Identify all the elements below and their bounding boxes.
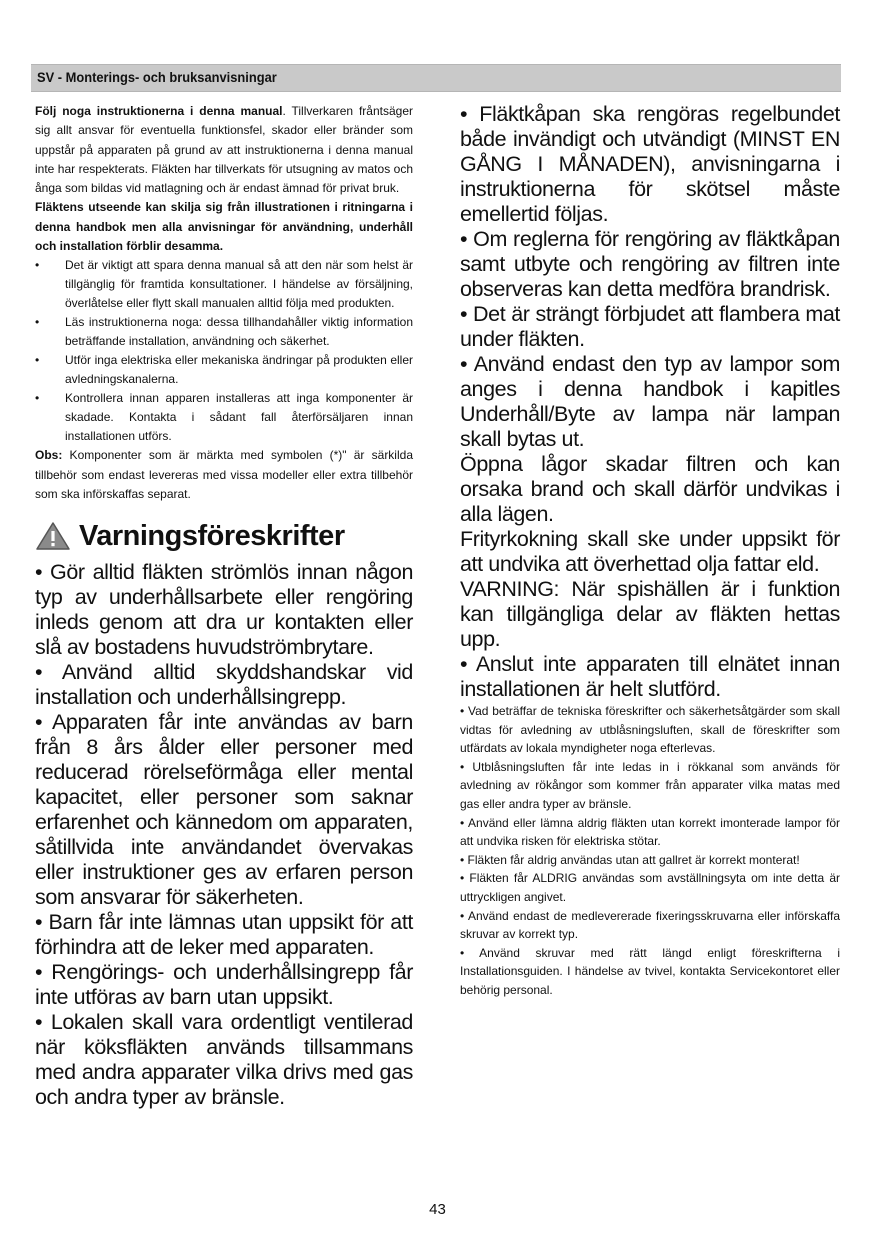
page-number: 43 bbox=[429, 1201, 446, 1218]
warning-item: • Gör alltid fläkten strömlös innan någon typ av underhållsarbete eller rengöring inleds genom att dra ur kontakten eller slå av bostadens huvudströmbrytare. bbox=[35, 560, 413, 660]
instruction-list bbox=[35, 256, 413, 446]
list-item bbox=[35, 351, 413, 389]
appearance-notice: Fläktens utseende kan skilja sig från illustrationen i ritningarna i denna handbok men alla anvisningar för användning, underhåll och installation förblir desamma. bbox=[35, 200, 413, 254]
bullet-icon: • bbox=[35, 258, 40, 273]
obs-note bbox=[35, 446, 413, 504]
warning-item: • Fläktkåpan ska rengöras regelbundet både invändigt och utvändigt (MINST EN GÅNG I MÅNADEN), anvisningarna i instruktionerna för skötsel måste emellertid följas. bbox=[460, 102, 840, 226]
warning-item: Frityrkokning skall ske under uppsikt för att undvika att överhettad olja fattar eld. bbox=[460, 527, 840, 576]
safety-note: • Fläkten får aldrig användas utan att gallret är korrekt monterat! bbox=[460, 852, 800, 867]
intro-paragraph bbox=[35, 102, 413, 198]
safety-note: • Använd skruvar med rätt längd enligt föreskrifterna i Installationsguiden. I händelse av tvivel, kontakta Servicekontoret eller behörig personal. bbox=[460, 945, 840, 997]
warning-item: • Om reglerna för rengöring av fläktkåpan samt utbyte och rengöring av filtren inte observeras kan detta medföra brandrisk. bbox=[460, 227, 840, 301]
list-item-text: Utför inga elektriska eller mekaniska ändringar på produkten eller avledningskanalerna. bbox=[65, 353, 413, 387]
warning-item: • Använd alltid skyddshandskar vid installation och underhållsingrepp. bbox=[35, 660, 413, 710]
obs-text: Komponenter som är märkta med symbolen (*)" är särkilda tillbehör som endast levereras med vissa modeller eller extra tillbehör som ska införskaffas separat. bbox=[35, 448, 413, 501]
warning-item: • Använd endast den typ av lampor som anges i denna handbok i kapitles Underhåll/Byte av lampa när lampan skall bytas ut. bbox=[460, 352, 840, 451]
safety-note: • Utblåsningsluften får inte ledas in i rökkanal som används för avledning av rökångor som kommer från apparater vilka matas med gas eller andra typer av bränsle. bbox=[460, 759, 840, 811]
list-item-text: Läs instruktionerna noga: dessa tillhandahåller viktig information beträffande installation, användning och säkerhet. bbox=[65, 315, 413, 349]
warning-item: • Apparaten får inte användas av barn från 8 års ålder eller personer med reducerad rörelseförmåga eller mental kapacitet, eller personer som saknar erfarenhet och kännedom om apparaten, såtillvida inte användandet övervakas eller instruktioner ges av erfaren person som ansvarar för säkerheten. bbox=[35, 710, 413, 910]
warnings-heading bbox=[35, 516, 413, 556]
bullet-icon: • bbox=[35, 391, 40, 406]
list-item bbox=[35, 256, 413, 313]
safety-note: • Använd endast de medlevererade fixeringsskruvarna eller införskaffa skruvar av korrekt typ. bbox=[460, 908, 840, 942]
safety-note: • Vad beträffar de tekniska föreskrifter och säkerhetsåtgärder som skall vidtas för avledning av utblåsningsluften, skall de föreskrifter som utfärdats av lokala myndigheter noga efterlevas. bbox=[460, 704, 840, 756]
section-header-bar bbox=[31, 64, 841, 92]
warning-triangle-icon bbox=[35, 521, 71, 551]
bullet-icon: • bbox=[35, 315, 40, 330]
list-item bbox=[35, 389, 413, 446]
warning-item: • Anslut inte apparaten till elnätet innan installationen är helt slutförd. bbox=[460, 652, 840, 701]
section-title: SV - Monterings- och bruksanvisningar bbox=[37, 69, 277, 85]
list-item-text: Det är viktigt att spara denna manual så att den när som helst är tillgänglig för framtida konsultationer. I händelse av försäljning, överlåtelse eller flytt skall manualen alltid följa med produkten. bbox=[65, 258, 413, 311]
warning-item: • Lokalen skall vara ordentligt ventilerad när köksfläkten används tillsammans med andra apparater vilka drivs med gas och andra typer av bränsle. bbox=[35, 1010, 413, 1110]
warning-item: • Barn får inte lämnas utan uppsikt för att förhindra att de leker med apparaten. bbox=[35, 910, 413, 960]
intro-bold: Följ noga instruktionerna i denna manual bbox=[35, 104, 283, 118]
safety-note: • Fläkten får ALDRIG användas som avställningsyta om inte detta är uttryckligen angivet. bbox=[460, 871, 840, 904]
right-column bbox=[460, 102, 840, 1000]
list-item bbox=[35, 313, 413, 351]
safety-note: • Använd eller lämna aldrig fläkten utan korrekt imonterade lampor för att undvika risken för elektriska stötar. bbox=[460, 815, 840, 849]
warnings-heading-text: Varningsföreskrifter bbox=[79, 519, 345, 552]
obs-label: Obs: bbox=[35, 448, 63, 463]
warning-item: • Rengörings- och underhållsingrepp får inte utföras av barn utan uppsikt. bbox=[35, 960, 413, 1010]
left-column bbox=[35, 102, 413, 1110]
warning-item: Öppna lågor skadar filtren och kan orsaka brand och skall därför undvikas i alla lägen. bbox=[460, 452, 840, 526]
warning-item: VARNING: När spishällen är i funktion kan tillgängliga delar av fläkten hettas upp. bbox=[460, 577, 840, 651]
list-item-text: Kontrollera innan apparen installeras att inga komponenter är skadade. Kontakta i sådant fall återförsäljaren innan installationen utförs. bbox=[65, 391, 413, 444]
bullet-icon: • bbox=[35, 353, 40, 368]
intro-text: . Tillverkaren fråntsäger sig allt ansvar för eventuella funktionsfel, skador eller bränder som uppstår på apparaten på grund av att instruktionerna i denna manual inte har respekterats. Fläkten har tillverkats för utsugning av matos och ånga som bildas vid matlagning och är endast ämnad för privat bruk. bbox=[35, 104, 413, 196]
warning-item: • Det är strängt förbjudet att flambera mat under fläkten. bbox=[460, 302, 840, 351]
